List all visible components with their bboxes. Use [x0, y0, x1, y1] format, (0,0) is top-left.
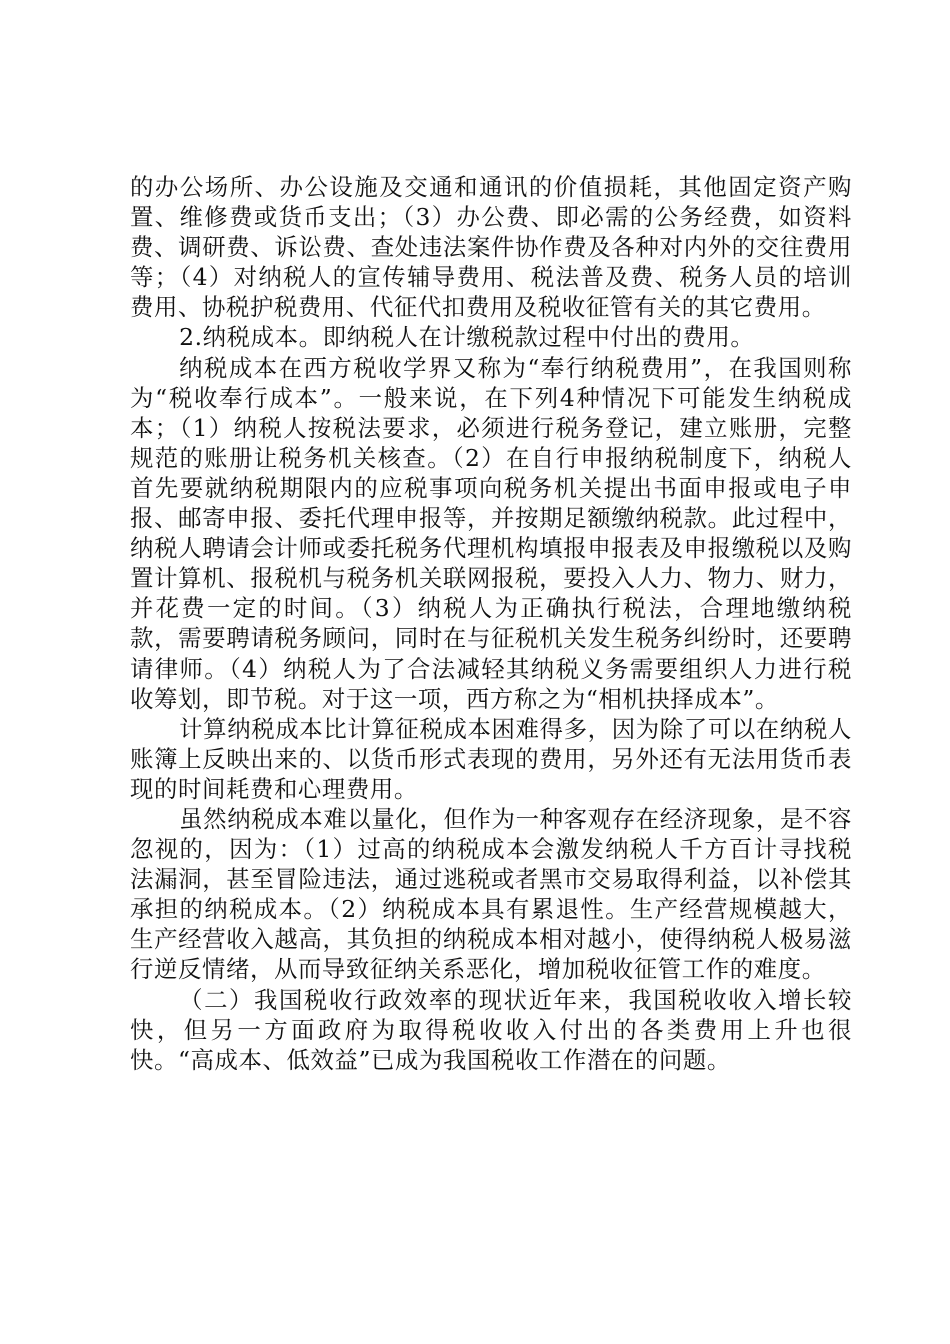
paragraph-compliance-cost-cases: 纳税成本在西方税收学界又称为“奉行纳税费用”，在我国则称为“税收奉行成本”。一般来说，在下列4种情况下可能发生纳税成本；（1）纳税人按税法要求，必须进行税务登记，建立账册，完整规范的账册让税务机关核查。（2）在自行申报纳税制度下，纳税人首先要就纳税期限内的应税事项向税务机关提出书面申报或电子申报、邮寄申报、委托代理申报等，并按期足额缴纳税款。此过程中，纳税人聘请会计师或委托税务代理机构填报申报表及申报缴税以及购置计算机、报税机与税务机关联网报税，要投入人力、物力、财力，并花费一定的时间。（3）纳税人为正确执行税法，合理地缴纳税款，需要聘请税务顾问，同时在与征税机关发生税务纠纷时，还要聘请律师。（4）纳税人为了合法减轻其纳税义务需要组织人力进行税收筹划，即节税。对于这一项，西方称之为“相机抉择成本”。	[130, 353, 852, 713]
paragraph-tax-efficiency-status: （二）我国税收行政效率的现状近年来，我国税收收入增长较快，但另一方面政府为取得税收收入付出的各类费用上升也很快。“高成本、低效益”已成为我国税收工作潜在的问题。	[130, 985, 852, 1074]
paragraph-compliance-cost-importance: 虽然纳税成本难以量化，但作为一种客观存在经济现象，是不容忽视的，因为：（1）过高的纳税成本会激发纳税人千方百计寻找税法漏洞，甚至冒险违法，通过逃税或者黑市交易取得利益，以补偿其承担的纳税成本。（2）纳税成本具有累退性。生产经营规模越大，生产经营收入越高，其负担的纳税成本相对越小，使得纳税人极易滋行逆反情绪，从而导致征纳关系恶化，增加税收征管工作的难度。	[130, 804, 852, 984]
document-page	[130, 172, 852, 1075]
paragraph-compliance-cost-measurement: 计算纳税成本比计算征税成本困难得多，因为除了可以在纳税人账簿上反映出来的、以货币形式表现的费用，另外还有无法用货币表现的时间耗费和心理费用。	[130, 714, 852, 803]
paragraph-collection-costs-continued: 的办公场所、办公设施及交通和通讯的价值损耗，其他固定资产购置、维修费或货币支出；（3）办公费、即必需的公务经费，如资料费、调研费、诉讼费、查处违法案件协作费及各种对内外的交往费用等；（4）对纳税人的宣传辅导费用、税法普及费、税务人员的培训费用、协税护税费用、代征代扣费用及税收征管有关的其它费用。	[130, 173, 852, 322]
paragraph-compliance-cost-heading: 2.纳税成本。即纳税人在计缴税款过程中付出的费用。	[179, 323, 755, 352]
